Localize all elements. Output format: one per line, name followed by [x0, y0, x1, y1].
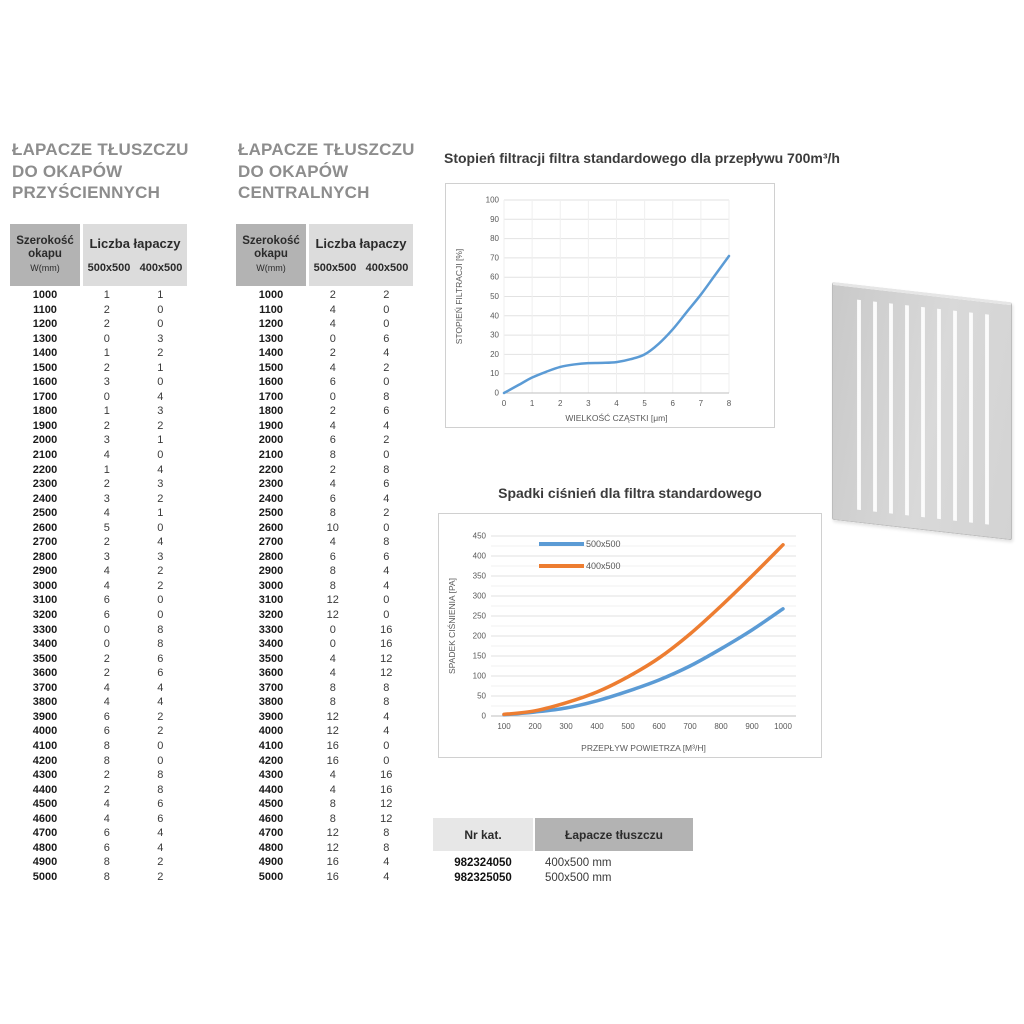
section-title-line: PRZYŚCIENNYCH	[12, 183, 161, 202]
table-row: 4000 12 4	[258, 725, 390, 738]
svg-text:80: 80	[490, 234, 499, 244]
chart-svg	[446, 184, 776, 429]
table-row: 2400 6 4	[258, 492, 390, 505]
catalog-table-header	[433, 818, 693, 851]
table-row: 4300 4 16	[258, 769, 393, 782]
svg-text:150: 150	[472, 651, 486, 661]
table-row: 3800 4 4	[32, 696, 164, 709]
table-row: 1800 1 3	[32, 405, 164, 418]
table-row: 2500 4 1	[32, 507, 164, 520]
table-row: 3900 6 2	[32, 710, 164, 723]
table-header	[10, 224, 187, 286]
svg-text:100: 100	[472, 671, 486, 681]
svg-text:900: 900	[745, 722, 759, 731]
table-row: 3400 0 16	[258, 638, 393, 651]
header-size-400x500: 400x500	[139, 261, 183, 274]
table-row: 4200 16 0	[258, 754, 390, 767]
svg-text:6: 6	[670, 399, 675, 408]
table-row: 2100 8 0	[258, 449, 390, 462]
table-row: 4100 8 0	[32, 739, 164, 752]
svg-text:30: 30	[490, 330, 499, 340]
catalog-row: 982324050 400x500 mm	[454, 857, 612, 869]
table-header	[236, 224, 413, 286]
table-row: 4800 12 8	[258, 841, 390, 854]
table-row: 1100 4 0	[259, 303, 390, 316]
central-hoods-table	[236, 224, 413, 884]
table-row: 3100 6 0	[32, 594, 164, 607]
table-row: 1300 0 3	[32, 332, 164, 345]
header-hood-width: Szerokość okapu W(mm)	[236, 224, 306, 286]
svg-text:200: 200	[472, 631, 486, 641]
section-title-central-hoods	[238, 139, 453, 204]
table-row: 3700 4 4	[32, 681, 164, 694]
catalog-table	[433, 818, 693, 886]
table-row: 2300 2 3	[32, 478, 164, 491]
header-trap-count: Liczba łapaczy 500x500 400x500	[309, 224, 413, 286]
table-row: 1600 3 0	[32, 376, 164, 389]
pressure-chart	[438, 513, 822, 758]
svg-text:10: 10	[490, 369, 499, 379]
svg-text:0: 0	[481, 711, 486, 721]
table-row: 2000 3 1	[32, 434, 164, 447]
catalog-row: 982325050 500x500 mm	[454, 872, 612, 884]
table-row: 4800 6 4	[32, 841, 164, 854]
svg-text:50: 50	[477, 691, 486, 701]
svg-text:400x500: 400x500	[586, 561, 621, 571]
svg-text:500: 500	[621, 722, 635, 731]
section-title-wall-hoods	[12, 139, 227, 204]
table-row: 4200 8 0	[32, 754, 164, 767]
table-row: 2900 4 2	[32, 565, 164, 578]
header-size-400x500: 400x500	[365, 261, 409, 274]
table-row: 1500 4 2	[258, 361, 390, 374]
table-row: 1400 1 2	[32, 347, 164, 360]
table-row: 3000 4 2	[32, 579, 164, 592]
table-row: 3600 4 12	[258, 667, 393, 680]
table-row: 2000 6 2	[258, 434, 390, 447]
table-row: 3200 6 0	[32, 609, 164, 622]
table-row: 5000 8 2	[32, 870, 164, 883]
svg-text:60: 60	[490, 272, 499, 282]
svg-text:600: 600	[652, 722, 666, 731]
svg-text:20: 20	[490, 349, 499, 359]
table-row: 3000 8 4	[258, 579, 390, 592]
svg-text:PRZEPŁYW POWIETRZA [M³/H]: PRZEPŁYW POWIETRZA [M³/H]	[581, 743, 706, 753]
section-title-line: CENTRALNYCH	[238, 183, 370, 202]
table-row: 3200 12 0	[258, 609, 390, 622]
svg-text:0: 0	[501, 399, 507, 408]
svg-text:SPADEK CIŚNIENIA [PA]: SPADEK CIŚNIENIA [PA]	[447, 577, 457, 675]
svg-text:WIELKOŚĆ CZĄSTKI [μm]: WIELKOŚĆ CZĄSTKI [μm]	[565, 413, 668, 423]
table-row: 4300 2 8	[32, 769, 164, 782]
svg-text:50: 50	[490, 292, 499, 301]
table-row: 1300 0 6	[258, 332, 390, 345]
filtration-chart-title: Stopień filtracji filtra standardowego dla przepływu 700m³/h	[444, 150, 840, 166]
header-trap-count: Liczba łapaczy 500x500 400x500	[83, 224, 187, 286]
table-row: 3400 0 8	[32, 638, 164, 651]
svg-text:250: 250	[472, 611, 486, 621]
table-row: 1000 2 2	[258, 289, 390, 301]
table-row: 3900 12 4	[258, 710, 390, 723]
svg-text:100: 100	[497, 722, 511, 731]
svg-text:2: 2	[558, 399, 563, 408]
grease-filter-image	[832, 282, 1012, 541]
pressure-chart-title: Spadki ciśnień dla filtra standardowego	[498, 485, 762, 501]
table-row: 4900 16 4	[258, 856, 390, 869]
table-row: 1200 2 0	[32, 318, 164, 331]
table-row: 2300 4 6	[258, 478, 390, 491]
svg-text:1000: 1000	[774, 722, 792, 731]
svg-text:400: 400	[472, 551, 486, 561]
table-row: 1900 2 2	[32, 419, 164, 432]
table-row: 3300 0 16	[258, 623, 393, 636]
table-row: 1600 6 0	[258, 376, 390, 389]
svg-text:40: 40	[490, 311, 499, 321]
table-row: 2400 3 2	[32, 492, 164, 505]
table-row: 1700 0 4	[32, 390, 164, 403]
table-row: 5000 16 4	[258, 870, 390, 883]
table-row: 4900 8 2	[32, 856, 164, 869]
svg-text:70: 70	[490, 253, 499, 263]
table-row: 3100 12 0	[258, 594, 390, 607]
table-row: 2800 3 3	[32, 550, 164, 563]
table-row: 2100 4 0	[32, 449, 164, 462]
table-row: 1800 2 6	[258, 405, 390, 418]
svg-text:4: 4	[614, 399, 619, 408]
svg-text:300: 300	[472, 591, 486, 601]
table-row: 4600 4 6	[32, 812, 164, 825]
table-row: 4500 8 12	[258, 798, 393, 811]
svg-text:5: 5	[642, 399, 647, 408]
table-row: 2200 2 8	[258, 463, 390, 476]
table-row: 2600 10 0	[258, 521, 390, 534]
catalog-header-nr-kat: Nr kat.	[433, 818, 533, 851]
svg-text:500x500: 500x500	[586, 539, 621, 549]
filter-slots-pattern	[845, 298, 1001, 526]
table-row: 3800 8 8	[258, 696, 390, 709]
table-row: 3600 2 6	[32, 667, 164, 680]
section-title-line: DO OKAPÓW	[238, 161, 349, 181]
table-row: 3500 2 6	[32, 652, 164, 665]
table-row: 1400 2 4	[258, 347, 390, 360]
table-row: 2700 2 4	[32, 536, 164, 549]
table-row: 2700 4 8	[258, 536, 390, 549]
table-row: 4500 4 6	[32, 798, 164, 811]
table-row: 2900 8 4	[258, 565, 390, 578]
svg-text:100: 100	[485, 195, 499, 205]
catalog-table-body	[433, 856, 693, 886]
table-row: 2500 8 2	[258, 507, 390, 520]
wall-hoods-table	[10, 224, 187, 884]
table-row: 1200 4 0	[258, 318, 390, 331]
table-row: 4600 8 12	[258, 812, 393, 825]
svg-text:3: 3	[586, 399, 591, 408]
table-row: 3700 8 8	[258, 681, 390, 694]
table-row: 2600 5 0	[32, 521, 164, 534]
header-size-500x500: 500x500	[87, 261, 131, 274]
svg-text:300: 300	[559, 722, 573, 731]
table-row: 1500 2 1	[32, 361, 164, 374]
svg-text:1: 1	[529, 399, 535, 408]
svg-text:7: 7	[698, 399, 704, 408]
section-title-line: ŁAPACZE TŁUSZCZU	[238, 140, 415, 159]
svg-text:350: 350	[472, 571, 486, 581]
table-row: 2800 6 6	[258, 550, 390, 563]
section-title-line: ŁAPACZE TŁUSZCZU	[12, 140, 189, 159]
table-row: 3500 4 12	[258, 652, 393, 665]
svg-text:0: 0	[494, 388, 499, 398]
table-row: 1900 4 4	[258, 419, 390, 432]
svg-text:400: 400	[590, 722, 604, 731]
wall-hoods-table-body	[10, 288, 187, 884]
svg-text:200: 200	[528, 722, 542, 731]
section-title-line: DO OKAPÓW	[12, 161, 123, 181]
header-hood-width: Szerokość okapu W(mm)	[10, 224, 80, 286]
table-row: 4700 12 8	[258, 827, 390, 840]
chart-svg	[439, 514, 823, 759]
svg-text:800: 800	[714, 722, 728, 731]
table-row: 4700 6 4	[32, 827, 164, 840]
table-row: 1000 1 1	[32, 289, 164, 301]
table-row: 2200 1 4	[32, 463, 164, 476]
table-row: 4400 4 16	[258, 783, 393, 796]
filtration-chart	[445, 183, 775, 428]
table-row: 1700 0 8	[258, 390, 390, 403]
table-row: 4000 6 2	[32, 725, 164, 738]
svg-text:90: 90	[490, 214, 499, 224]
central-hoods-table-body	[236, 288, 413, 884]
svg-text:STOPIEŃ FILTRACJI [%]: STOPIEŃ FILTRACJI [%]	[454, 248, 464, 345]
table-row: 4400 2 8	[32, 783, 164, 796]
header-size-500x500: 500x500	[313, 261, 357, 274]
table-row: 1100 2 0	[33, 303, 164, 316]
catalog-header-grease-traps: Łapacze tłuszczu	[535, 818, 693, 851]
svg-text:8: 8	[726, 399, 732, 408]
svg-text:700: 700	[683, 722, 697, 731]
table-row: 3300 0 8	[32, 623, 164, 636]
svg-text:450: 450	[472, 531, 486, 541]
table-row: 4100 16 0	[258, 739, 390, 752]
